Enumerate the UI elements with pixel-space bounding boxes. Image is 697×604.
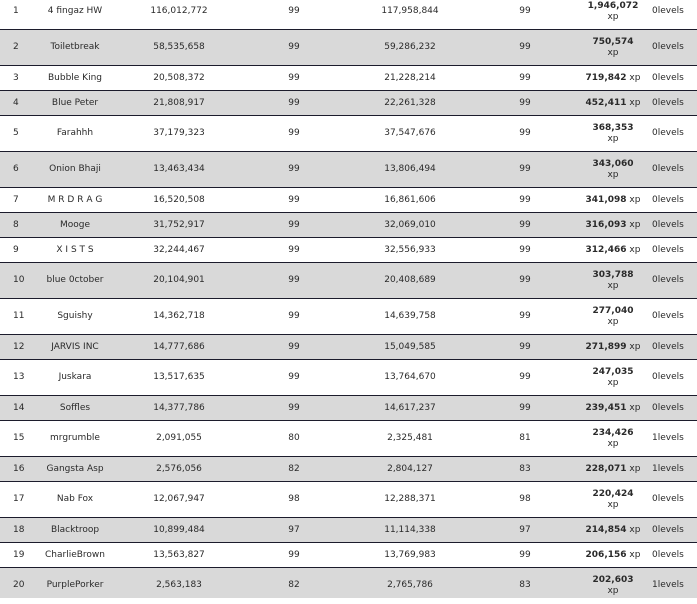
xp-gained-value: 206,156 xyxy=(585,549,627,560)
player-name: Nab Fox xyxy=(56,494,94,504)
xp-suffix: xp xyxy=(607,47,619,58)
levels-gained-cell xyxy=(652,152,697,187)
xp-gained-text xyxy=(586,195,641,206)
levels-suffix: levels xyxy=(657,311,684,321)
levels-suffix: levels xyxy=(657,219,684,230)
levels-gained-cell xyxy=(652,518,697,542)
levels-gained-value: 0 xyxy=(652,72,658,83)
xp-gained-text xyxy=(588,1,639,23)
xp-gained-cell xyxy=(583,518,643,542)
xp-gained-text xyxy=(593,270,634,292)
levels-gained-cell xyxy=(652,0,697,29)
xp-gained-value: 239,451 xyxy=(585,402,627,413)
levels-gained-value: 0 xyxy=(652,341,658,352)
start-level-cell: 99 xyxy=(288,549,300,560)
rank-cell: 3 xyxy=(13,72,19,83)
levels-suffix: levels xyxy=(657,275,684,285)
levels-gained-value: 1 xyxy=(652,463,658,474)
start-xp-cell: 12,067,947 xyxy=(153,494,205,504)
levels-gained-value: 0 xyxy=(652,164,658,174)
start-level-cell: 82 xyxy=(288,580,300,590)
levels-suffix: levels xyxy=(657,97,684,108)
rank-cell: 18 xyxy=(13,524,25,535)
rank-cell: 17 xyxy=(13,494,25,504)
end-xp-cell: 11,114,338 xyxy=(384,524,436,535)
rank-cell: 14 xyxy=(13,402,25,413)
rank-cell: 15 xyxy=(13,433,25,443)
start-xp-cell: 2,091,055 xyxy=(156,433,202,443)
xp-gained-value: 316,093 xyxy=(585,219,627,230)
xp-gained-cell xyxy=(583,152,643,187)
xp-gained-value: 228,071 xyxy=(585,463,627,474)
levels-gained-value: 1 xyxy=(652,433,658,443)
levels-suffix: levels xyxy=(657,6,684,16)
table-row xyxy=(0,299,697,335)
end-level-cell: 99 xyxy=(519,42,531,52)
start-xp-cell: 116,012,772 xyxy=(150,6,208,16)
end-level-cell: 99 xyxy=(519,72,531,83)
xp-suffix: xp xyxy=(629,219,641,230)
end-xp-cell: 12,288,371 xyxy=(384,494,436,504)
levels-gained-value: 0 xyxy=(652,275,658,285)
start-level-cell: 97 xyxy=(288,524,300,535)
table-row xyxy=(0,152,697,188)
player-name: CharlieBrown xyxy=(45,549,105,560)
player-name: Bubble King xyxy=(47,72,103,83)
xp-gained-value: 220,424 xyxy=(592,488,634,499)
xp-gained-value: 303,788 xyxy=(592,269,634,280)
xp-gained-cell xyxy=(583,66,643,90)
xp-gained-value: 750,574 xyxy=(592,36,634,47)
end-level-cell: 99 xyxy=(519,372,531,382)
rank-cell: 9 xyxy=(13,244,19,255)
table-row xyxy=(0,116,697,152)
start-level-cell: 99 xyxy=(288,128,300,138)
end-xp-cell: 20,408,689 xyxy=(384,275,436,285)
levels-gained-cell xyxy=(652,360,697,395)
rank-cell: 5 xyxy=(13,128,19,138)
player-name: JARVIS INC xyxy=(51,341,99,352)
start-level-cell: 80 xyxy=(288,433,300,443)
rank-cell: 20 xyxy=(13,580,25,590)
levels-suffix: levels xyxy=(657,494,684,504)
table-row xyxy=(0,568,697,598)
player-name: Toiletbreak xyxy=(50,42,100,52)
table-row xyxy=(0,30,697,66)
xp-gained-text xyxy=(586,342,641,353)
levels-suffix: levels xyxy=(657,164,684,174)
table-row xyxy=(0,421,697,457)
xp-gained-value: 343,060 xyxy=(592,158,634,169)
player-name: 4 fingaz HW xyxy=(47,6,103,16)
table-row xyxy=(0,518,697,543)
start-xp-cell: 13,463,434 xyxy=(153,164,205,174)
levels-gained-value: 0 xyxy=(652,219,658,230)
levels-gained-value: 0 xyxy=(652,6,658,16)
rank-cell: 6 xyxy=(13,164,19,174)
table-row xyxy=(0,263,697,299)
levels-gained-cell xyxy=(652,335,697,359)
levels-suffix: levels xyxy=(657,549,684,560)
end-level-cell: 97 xyxy=(519,524,531,535)
xp-gained-value: 247,035 xyxy=(592,366,634,377)
xp-gained-value: 214,854 xyxy=(585,524,627,535)
player-name: PurplePorker xyxy=(46,580,104,590)
levels-gained-cell xyxy=(652,188,697,212)
start-level-cell: 99 xyxy=(288,194,300,205)
end-level-cell: 81 xyxy=(519,433,531,443)
xp-gained-value: 202,603 xyxy=(592,574,634,585)
xp-suffix: xp xyxy=(629,97,641,108)
levels-suffix: levels xyxy=(657,194,684,205)
xp-suffix: xp xyxy=(607,438,619,449)
xp-gained-cell xyxy=(583,299,643,334)
rank-cell: 13 xyxy=(13,372,25,382)
start-level-cell: 99 xyxy=(288,275,300,285)
levels-suffix: levels xyxy=(657,72,684,83)
start-xp-cell: 14,362,718 xyxy=(153,311,205,321)
levels-gained-cell xyxy=(652,543,697,567)
xp-gained-cell xyxy=(583,116,643,151)
end-xp-cell: 32,556,933 xyxy=(384,244,436,255)
rank-cell: 10 xyxy=(13,275,25,285)
start-level-cell: 99 xyxy=(288,341,300,352)
end-xp-cell: 13,769,983 xyxy=(384,549,436,560)
start-xp-cell: 14,377,786 xyxy=(153,402,205,413)
start-xp-cell: 21,808,917 xyxy=(153,97,205,108)
end-level-cell: 98 xyxy=(519,494,531,504)
xp-suffix: xp xyxy=(629,244,641,255)
start-level-cell: 99 xyxy=(288,219,300,230)
xp-gained-text xyxy=(593,37,634,59)
table-row xyxy=(0,543,697,568)
xp-gained-value: 452,411 xyxy=(585,97,627,108)
end-level-cell: 99 xyxy=(519,311,531,321)
xp-gained-cell xyxy=(583,457,643,481)
start-level-cell: 99 xyxy=(288,6,300,16)
xp-gained-text xyxy=(586,220,641,231)
xp-suffix: xp xyxy=(629,524,641,535)
xp-gained-value: 234,426 xyxy=(592,427,634,438)
xp-gained-text xyxy=(593,123,634,145)
xp-gained-text xyxy=(593,489,634,511)
xp-gained-cell xyxy=(583,0,643,29)
end-level-cell: 99 xyxy=(519,275,531,285)
levels-suffix: levels xyxy=(657,244,684,255)
xp-gained-value: 271,899 xyxy=(585,341,627,352)
rank-cell: 4 xyxy=(13,97,19,108)
xp-gained-cell xyxy=(583,188,643,212)
xp-gained-value: 719,842 xyxy=(585,72,627,83)
xp-gained-cell xyxy=(583,482,643,517)
xp-gained-value: 1,946,072 xyxy=(587,0,639,11)
start-xp-cell: 2,563,183 xyxy=(156,580,202,590)
rank-cell: 2 xyxy=(13,42,19,52)
start-xp-cell: 16,520,508 xyxy=(153,194,205,205)
end-xp-cell: 2,765,786 xyxy=(387,580,433,590)
table-row xyxy=(0,238,697,263)
xp-suffix: xp xyxy=(607,585,619,596)
end-xp-cell: 14,617,237 xyxy=(384,402,436,413)
end-level-cell: 83 xyxy=(519,463,531,474)
start-level-cell: 99 xyxy=(288,97,300,108)
player-name: Soffles xyxy=(59,402,91,413)
xp-suffix: xp xyxy=(629,549,641,560)
xp-gained-text xyxy=(586,98,641,109)
table-row xyxy=(0,91,697,116)
start-xp-cell: 13,563,827 xyxy=(153,549,205,560)
levels-suffix: levels xyxy=(657,341,684,352)
end-xp-cell: 14,639,758 xyxy=(384,311,436,321)
xp-gained-text xyxy=(586,73,641,84)
xp-gained-value: 368,353 xyxy=(592,122,634,133)
player-name: blue 0ctober xyxy=(46,275,104,285)
levels-gained-cell xyxy=(652,30,697,65)
rank-cell: 8 xyxy=(13,219,19,230)
levels-suffix: levels xyxy=(657,402,684,413)
levels-gained-value: 0 xyxy=(652,311,658,321)
levels-gained-cell xyxy=(652,263,697,298)
xp-suffix: xp xyxy=(629,194,641,205)
start-xp-cell: 58,535,658 xyxy=(153,42,205,52)
xp-gained-cell xyxy=(583,543,643,567)
levels-gained-cell xyxy=(652,396,697,420)
start-level-cell: 99 xyxy=(288,42,300,52)
table-row xyxy=(0,213,697,238)
end-level-cell: 99 xyxy=(519,194,531,205)
xp-gained-text xyxy=(586,403,641,414)
start-xp-cell: 10,899,484 xyxy=(153,524,205,535)
xp-gained-cell xyxy=(583,421,643,456)
end-xp-cell: 22,261,328 xyxy=(384,97,436,108)
xp-suffix: xp xyxy=(629,463,641,474)
rank-cell: 16 xyxy=(13,463,25,474)
xp-gained-cell xyxy=(583,238,643,262)
levels-gained-cell xyxy=(652,568,697,598)
end-xp-cell: 13,764,670 xyxy=(384,372,436,382)
xp-gained-value: 341,098 xyxy=(585,194,627,205)
levels-suffix: levels xyxy=(657,128,684,138)
end-xp-cell: 117,958,844 xyxy=(381,6,439,16)
end-level-cell: 99 xyxy=(519,549,531,560)
end-level-cell: 99 xyxy=(519,402,531,413)
player-name: Onion Bhaji xyxy=(49,164,101,174)
table-row xyxy=(0,188,697,213)
start-level-cell: 82 xyxy=(288,463,300,474)
levels-gained-cell xyxy=(652,299,697,334)
start-xp-cell: 2,576,056 xyxy=(156,463,202,474)
xp-suffix: xp xyxy=(607,11,619,22)
levels-gained-value: 0 xyxy=(652,494,658,504)
xp-suffix: xp xyxy=(607,280,619,291)
start-level-cell: 99 xyxy=(288,402,300,413)
xp-suffix: xp xyxy=(607,377,619,388)
end-xp-cell: 16,861,606 xyxy=(384,194,436,205)
xp-gained-text xyxy=(593,428,634,450)
end-xp-cell: 37,547,676 xyxy=(384,128,436,138)
levels-gained-value: 0 xyxy=(652,128,658,138)
rank-cell: 19 xyxy=(13,549,25,560)
start-xp-cell: 37,179,323 xyxy=(153,128,205,138)
xp-suffix: xp xyxy=(607,169,619,180)
start-xp-cell: 13,517,635 xyxy=(153,372,205,382)
rank-cell: 11 xyxy=(13,311,25,321)
levels-gained-value: 0 xyxy=(652,402,658,413)
player-name: Juskara xyxy=(58,372,92,382)
levels-gained-cell xyxy=(652,457,697,481)
xp-suffix: xp xyxy=(607,133,619,144)
xp-suffix: xp xyxy=(629,402,641,413)
player-name: Blue Peter xyxy=(51,97,99,108)
levels-suffix: levels xyxy=(657,580,684,590)
player-name: mrgrumble xyxy=(50,433,100,443)
end-level-cell: 99 xyxy=(519,6,531,16)
start-xp-cell: 31,752,917 xyxy=(153,219,205,230)
end-xp-cell: 21,228,214 xyxy=(384,72,436,83)
start-xp-cell: 20,104,901 xyxy=(153,275,205,285)
table-row xyxy=(0,457,697,482)
table-row xyxy=(0,66,697,91)
end-level-cell: 99 xyxy=(519,341,531,352)
end-level-cell: 99 xyxy=(519,128,531,138)
levels-gained-value: 0 xyxy=(652,97,658,108)
levels-gained-value: 0 xyxy=(652,549,658,560)
start-level-cell: 99 xyxy=(288,372,300,382)
table-row xyxy=(0,335,697,360)
player-name: Farahhh xyxy=(56,128,94,138)
player-name: X I S T S xyxy=(56,244,94,255)
levels-gained-cell xyxy=(652,116,697,151)
xp-gained-cell xyxy=(583,360,643,395)
levels-suffix: levels xyxy=(657,524,684,535)
start-level-cell: 99 xyxy=(288,164,300,174)
rank-cell: 1 xyxy=(13,6,19,16)
end-xp-cell: 2,804,127 xyxy=(387,463,433,474)
player-name: Gangsta Asp xyxy=(46,463,104,474)
xp-suffix: xp xyxy=(629,72,641,83)
table-row xyxy=(0,482,697,518)
rank-cell: 12 xyxy=(13,341,25,352)
table-row xyxy=(0,396,697,421)
player-name: Sguishy xyxy=(57,311,93,321)
end-level-cell: 99 xyxy=(519,244,531,255)
levels-suffix: levels xyxy=(657,433,684,443)
start-level-cell: 98 xyxy=(288,494,300,504)
levels-gained-cell xyxy=(652,421,697,456)
end-xp-cell: 13,806,494 xyxy=(384,164,436,174)
xp-gained-text xyxy=(586,525,641,536)
levels-gained-cell xyxy=(652,66,697,90)
end-xp-cell: 32,069,010 xyxy=(384,219,436,230)
xp-gained-value: 277,040 xyxy=(592,305,634,316)
end-level-cell: 99 xyxy=(519,97,531,108)
start-level-cell: 99 xyxy=(288,72,300,83)
levels-gained-value: 1 xyxy=(652,580,658,590)
xp-gained-cell xyxy=(583,91,643,115)
xp-gained-cell xyxy=(583,213,643,237)
levels-suffix: levels xyxy=(657,463,684,474)
levels-gained-value: 0 xyxy=(652,194,658,205)
levels-gained-value: 0 xyxy=(652,244,658,255)
levels-gained-cell xyxy=(652,482,697,517)
end-xp-cell: 15,049,585 xyxy=(384,341,436,352)
xp-gained-text xyxy=(593,159,634,181)
xp-suffix: xp xyxy=(629,341,641,352)
player-name: Blacktroop xyxy=(50,524,100,535)
xp-gained-text xyxy=(593,306,634,328)
xp-gained-text xyxy=(586,550,641,561)
player-name: Mooge xyxy=(59,219,91,230)
start-xp-cell: 20,508,372 xyxy=(153,72,205,83)
xp-gained-cell xyxy=(583,396,643,420)
levels-gained-cell xyxy=(652,238,697,262)
start-level-cell: 99 xyxy=(288,311,300,321)
player-name: M R D R A G xyxy=(47,194,103,205)
end-level-cell: 99 xyxy=(519,219,531,230)
xp-gained-text xyxy=(593,367,634,389)
xp-suffix: xp xyxy=(607,316,619,327)
end-xp-cell: 2,325,481 xyxy=(387,433,433,443)
levels-gained-cell xyxy=(652,91,697,115)
xp-gained-cell xyxy=(583,30,643,65)
xp-gained-cell xyxy=(583,335,643,359)
levels-gained-cell xyxy=(652,213,697,237)
xp-gained-value: 312,466 xyxy=(585,244,627,255)
rank-cell: 7 xyxy=(13,194,19,205)
start-xp-cell: 32,244,467 xyxy=(153,244,205,255)
levels-gained-value: 0 xyxy=(652,524,658,535)
start-level-cell: 99 xyxy=(288,244,300,255)
xp-gained-text xyxy=(593,575,634,597)
start-xp-cell: 14,777,686 xyxy=(153,341,205,352)
end-level-cell: 83 xyxy=(519,580,531,590)
levels-gained-value: 0 xyxy=(652,42,658,52)
xp-gained-text xyxy=(586,245,641,256)
table-row xyxy=(0,360,697,396)
end-xp-cell: 59,286,232 xyxy=(384,42,436,52)
levels-suffix: levels xyxy=(657,372,684,382)
xp-suffix: xp xyxy=(607,499,619,510)
xp-gained-cell xyxy=(583,568,643,598)
end-level-cell: 99 xyxy=(519,164,531,174)
levels-gained-value: 0 xyxy=(652,372,658,382)
levels-suffix: levels xyxy=(657,42,684,52)
xp-gained-cell xyxy=(583,263,643,298)
xp-gained-text xyxy=(586,464,641,475)
table-row xyxy=(0,0,697,30)
